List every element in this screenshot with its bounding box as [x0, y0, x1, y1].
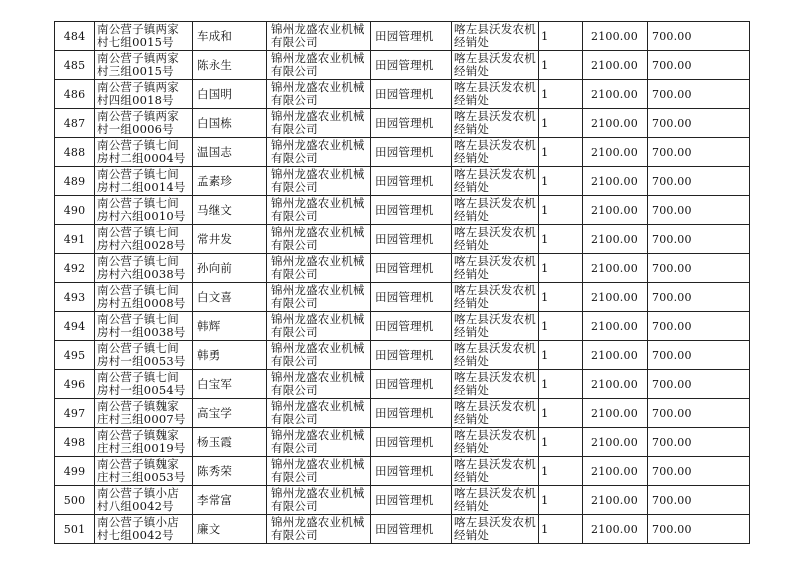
- subsidy-cell: 700.00: [648, 109, 750, 138]
- address-cell: 南公营子镇魏家庄村三组0007号: [95, 399, 193, 428]
- subsidy-table: [54, 21, 750, 544]
- row-number-cell: 501: [55, 515, 95, 544]
- price-cell: 2100.00: [583, 167, 648, 196]
- row-number-cell: 486: [55, 80, 95, 109]
- machine-type-cell: 田园管理机: [371, 457, 452, 486]
- buyer-name-cell: 杨玉霞: [193, 428, 267, 457]
- quantity-cell: 1: [539, 109, 583, 138]
- row-number-cell: 500: [55, 486, 95, 515]
- quantity-cell: 1: [539, 515, 583, 544]
- price-cell: 2100.00: [583, 80, 648, 109]
- buyer-name-cell: 廉文: [193, 515, 267, 544]
- table-row: [55, 225, 750, 254]
- table-row: [55, 109, 750, 138]
- price-cell: 2100.00: [583, 225, 648, 254]
- machine-type-cell: 田园管理机: [371, 486, 452, 515]
- row-number-cell: 498: [55, 428, 95, 457]
- buyer-name-cell: 孟素珍: [193, 167, 267, 196]
- subsidy-cell: 700.00: [648, 196, 750, 225]
- manufacturer-cell: 锦州龙盛农业机械有限公司: [267, 283, 371, 312]
- buyer-name-cell: 白文喜: [193, 283, 267, 312]
- subsidy-cell: 700.00: [648, 428, 750, 457]
- price-cell: 2100.00: [583, 428, 648, 457]
- subsidy-cell: 700.00: [648, 22, 750, 51]
- row-number-cell: 496: [55, 370, 95, 399]
- row-number-cell: 495: [55, 341, 95, 370]
- subsidy-cell: 700.00: [648, 341, 750, 370]
- row-number-cell: 494: [55, 312, 95, 341]
- dealer-cell: 喀左县沃发农机经销处: [452, 457, 539, 486]
- price-cell: 2100.00: [583, 457, 648, 486]
- address-cell: 南公营子镇七间房村六组0010号: [95, 196, 193, 225]
- address-cell: 南公营子镇小店村七组0042号: [95, 515, 193, 544]
- quantity-cell: 1: [539, 22, 583, 51]
- price-cell: 2100.00: [583, 486, 648, 515]
- machine-type-cell: 田园管理机: [371, 196, 452, 225]
- dealer-cell: 喀左县沃发农机经销处: [452, 196, 539, 225]
- manufacturer-cell: 锦州龙盛农业机械有限公司: [267, 109, 371, 138]
- quantity-cell: 1: [539, 457, 583, 486]
- subsidy-cell: 700.00: [648, 312, 750, 341]
- table-row: [55, 457, 750, 486]
- buyer-name-cell: 白国栋: [193, 109, 267, 138]
- dealer-cell: 喀左县沃发农机经销处: [452, 167, 539, 196]
- machine-type-cell: 田园管理机: [371, 167, 452, 196]
- dealer-cell: 喀左县沃发农机经销处: [452, 486, 539, 515]
- quantity-cell: 1: [539, 341, 583, 370]
- address-cell: 南公营子镇七间房村二组0004号: [95, 138, 193, 167]
- table-row: [55, 196, 750, 225]
- manufacturer-cell: 锦州龙盛农业机械有限公司: [267, 51, 371, 80]
- address-cell: 南公营子镇七间房村五组0008号: [95, 283, 193, 312]
- price-cell: 2100.00: [583, 341, 648, 370]
- subsidy-cell: 700.00: [648, 138, 750, 167]
- price-cell: 2100.00: [583, 283, 648, 312]
- buyer-name-cell: 陈秀荣: [193, 457, 267, 486]
- machine-type-cell: 田园管理机: [371, 283, 452, 312]
- quantity-cell: 1: [539, 254, 583, 283]
- manufacturer-cell: 锦州龙盛农业机械有限公司: [267, 399, 371, 428]
- table-row: [55, 283, 750, 312]
- buyer-name-cell: 高宝学: [193, 399, 267, 428]
- manufacturer-cell: 锦州龙盛农业机械有限公司: [267, 138, 371, 167]
- table-row: [55, 515, 750, 544]
- address-cell: 南公营子镇魏家庄村三组0053号: [95, 457, 193, 486]
- quantity-cell: 1: [539, 312, 583, 341]
- row-number-cell: 487: [55, 109, 95, 138]
- table-row: [55, 254, 750, 283]
- subsidy-cell: 700.00: [648, 370, 750, 399]
- buyer-name-cell: 马继文: [193, 196, 267, 225]
- dealer-cell: 喀左县沃发农机经销处: [452, 399, 539, 428]
- buyer-name-cell: 李常富: [193, 486, 267, 515]
- manufacturer-cell: 锦州龙盛农业机械有限公司: [267, 225, 371, 254]
- dealer-cell: 喀左县沃发农机经销处: [452, 138, 539, 167]
- price-cell: 2100.00: [583, 138, 648, 167]
- subsidy-cell: 700.00: [648, 486, 750, 515]
- quantity-cell: 1: [539, 138, 583, 167]
- row-number-cell: 499: [55, 457, 95, 486]
- machine-type-cell: 田园管理机: [371, 138, 452, 167]
- dealer-cell: 喀左县沃发农机经销处: [452, 428, 539, 457]
- quantity-cell: 1: [539, 225, 583, 254]
- table-row: [55, 399, 750, 428]
- table-row: [55, 312, 750, 341]
- table-body: [55, 22, 750, 544]
- address-cell: 南公营子镇七间房村二组0014号: [95, 167, 193, 196]
- address-cell: 南公营子镇七间房村六组0038号: [95, 254, 193, 283]
- table-row: [55, 167, 750, 196]
- buyer-name-cell: 陈永生: [193, 51, 267, 80]
- price-cell: 2100.00: [583, 109, 648, 138]
- row-number-cell: 484: [55, 22, 95, 51]
- manufacturer-cell: 锦州龙盛农业机械有限公司: [267, 457, 371, 486]
- quantity-cell: 1: [539, 486, 583, 515]
- dealer-cell: 喀左县沃发农机经销处: [452, 515, 539, 544]
- row-number-cell: 489: [55, 167, 95, 196]
- address-cell: 南公营子镇魏家庄村三组0019号: [95, 428, 193, 457]
- dealer-cell: 喀左县沃发农机经销处: [452, 370, 539, 399]
- address-cell: 南公营子镇两家村七组0015号: [95, 22, 193, 51]
- subsidy-cell: 700.00: [648, 283, 750, 312]
- dealer-cell: 喀左县沃发农机经销处: [452, 51, 539, 80]
- dealer-cell: 喀左县沃发农机经销处: [452, 254, 539, 283]
- row-number-cell: 493: [55, 283, 95, 312]
- machine-type-cell: 田园管理机: [371, 225, 452, 254]
- machine-type-cell: 田园管理机: [371, 80, 452, 109]
- buyer-name-cell: 韩辉: [193, 312, 267, 341]
- price-cell: 2100.00: [583, 22, 648, 51]
- address-cell: 南公营子镇七间房村一组0054号: [95, 370, 193, 399]
- subsidy-cell: 700.00: [648, 515, 750, 544]
- manufacturer-cell: 锦州龙盛农业机械有限公司: [267, 196, 371, 225]
- table-row: [55, 51, 750, 80]
- manufacturer-cell: 锦州龙盛农业机械有限公司: [267, 312, 371, 341]
- buyer-name-cell: 温国志: [193, 138, 267, 167]
- manufacturer-cell: 锦州龙盛农业机械有限公司: [267, 22, 371, 51]
- table-row: [55, 486, 750, 515]
- buyer-name-cell: 韩勇: [193, 341, 267, 370]
- dealer-cell: 喀左县沃发农机经销处: [452, 283, 539, 312]
- manufacturer-cell: 锦州龙盛农业机械有限公司: [267, 486, 371, 515]
- table-row: [55, 428, 750, 457]
- quantity-cell: 1: [539, 80, 583, 109]
- address-cell: 南公营子镇两家村四组0018号: [95, 80, 193, 109]
- machine-type-cell: 田园管理机: [371, 370, 452, 399]
- quantity-cell: 1: [539, 51, 583, 80]
- row-number-cell: 485: [55, 51, 95, 80]
- dealer-cell: 喀左县沃发农机经销处: [452, 225, 539, 254]
- manufacturer-cell: 锦州龙盛农业机械有限公司: [267, 167, 371, 196]
- machine-type-cell: 田园管理机: [371, 254, 452, 283]
- buyer-name-cell: 白宝军: [193, 370, 267, 399]
- quantity-cell: 1: [539, 370, 583, 399]
- price-cell: 2100.00: [583, 399, 648, 428]
- row-number-cell: 497: [55, 399, 95, 428]
- quantity-cell: 1: [539, 428, 583, 457]
- manufacturer-cell: 锦州龙盛农业机械有限公司: [267, 341, 371, 370]
- machine-type-cell: 田园管理机: [371, 22, 452, 51]
- row-number-cell: 491: [55, 225, 95, 254]
- price-cell: 2100.00: [583, 196, 648, 225]
- table-row: [55, 370, 750, 399]
- price-cell: 2100.00: [583, 254, 648, 283]
- quantity-cell: 1: [539, 196, 583, 225]
- manufacturer-cell: 锦州龙盛农业机械有限公司: [267, 370, 371, 399]
- manufacturer-cell: 锦州龙盛农业机械有限公司: [267, 515, 371, 544]
- row-number-cell: 490: [55, 196, 95, 225]
- row-number-cell: 488: [55, 138, 95, 167]
- table-row: [55, 80, 750, 109]
- dealer-cell: 喀左县沃发农机经销处: [452, 341, 539, 370]
- address-cell: 南公营子镇七间房村六组0028号: [95, 225, 193, 254]
- subsidy-cell: 700.00: [648, 457, 750, 486]
- dealer-cell: 喀左县沃发农机经销处: [452, 22, 539, 51]
- machine-type-cell: 田园管理机: [371, 341, 452, 370]
- price-cell: 2100.00: [583, 370, 648, 399]
- quantity-cell: 1: [539, 167, 583, 196]
- subsidy-cell: 700.00: [648, 225, 750, 254]
- subsidy-cell: 700.00: [648, 167, 750, 196]
- price-cell: 2100.00: [583, 51, 648, 80]
- subsidy-cell: 700.00: [648, 80, 750, 109]
- address-cell: 南公营子镇七间房村一组0038号: [95, 312, 193, 341]
- price-cell: 2100.00: [583, 312, 648, 341]
- dealer-cell: 喀左县沃发农机经销处: [452, 312, 539, 341]
- address-cell: 南公营子镇小店村八组0042号: [95, 486, 193, 515]
- machine-type-cell: 田园管理机: [371, 51, 452, 80]
- subsidy-cell: 700.00: [648, 254, 750, 283]
- buyer-name-cell: 常井发: [193, 225, 267, 254]
- manufacturer-cell: 锦州龙盛农业机械有限公司: [267, 254, 371, 283]
- subsidy-cell: 700.00: [648, 399, 750, 428]
- subsidy-cell: 700.00: [648, 51, 750, 80]
- machine-type-cell: 田园管理机: [371, 428, 452, 457]
- machine-type-cell: 田园管理机: [371, 312, 452, 341]
- address-cell: 南公营子镇两家村一组0006号: [95, 109, 193, 138]
- row-number-cell: 492: [55, 254, 95, 283]
- buyer-name-cell: 车成和: [193, 22, 267, 51]
- price-cell: 2100.00: [583, 515, 648, 544]
- quantity-cell: 1: [539, 399, 583, 428]
- address-cell: 南公营子镇七间房村一组0053号: [95, 341, 193, 370]
- dealer-cell: 喀左县沃发农机经销处: [452, 109, 539, 138]
- table-row: [55, 22, 750, 51]
- dealer-cell: 喀左县沃发农机经销处: [452, 80, 539, 109]
- manufacturer-cell: 锦州龙盛农业机械有限公司: [267, 80, 371, 109]
- table-row: [55, 341, 750, 370]
- manufacturer-cell: 锦州龙盛农业机械有限公司: [267, 428, 371, 457]
- buyer-name-cell: 白国明: [193, 80, 267, 109]
- machine-type-cell: 田园管理机: [371, 515, 452, 544]
- machine-type-cell: 田园管理机: [371, 109, 452, 138]
- quantity-cell: 1: [539, 283, 583, 312]
- address-cell: 南公营子镇两家村三组0015号: [95, 51, 193, 80]
- table-row: [55, 138, 750, 167]
- machine-type-cell: 田园管理机: [371, 399, 452, 428]
- buyer-name-cell: 孙向前: [193, 254, 267, 283]
